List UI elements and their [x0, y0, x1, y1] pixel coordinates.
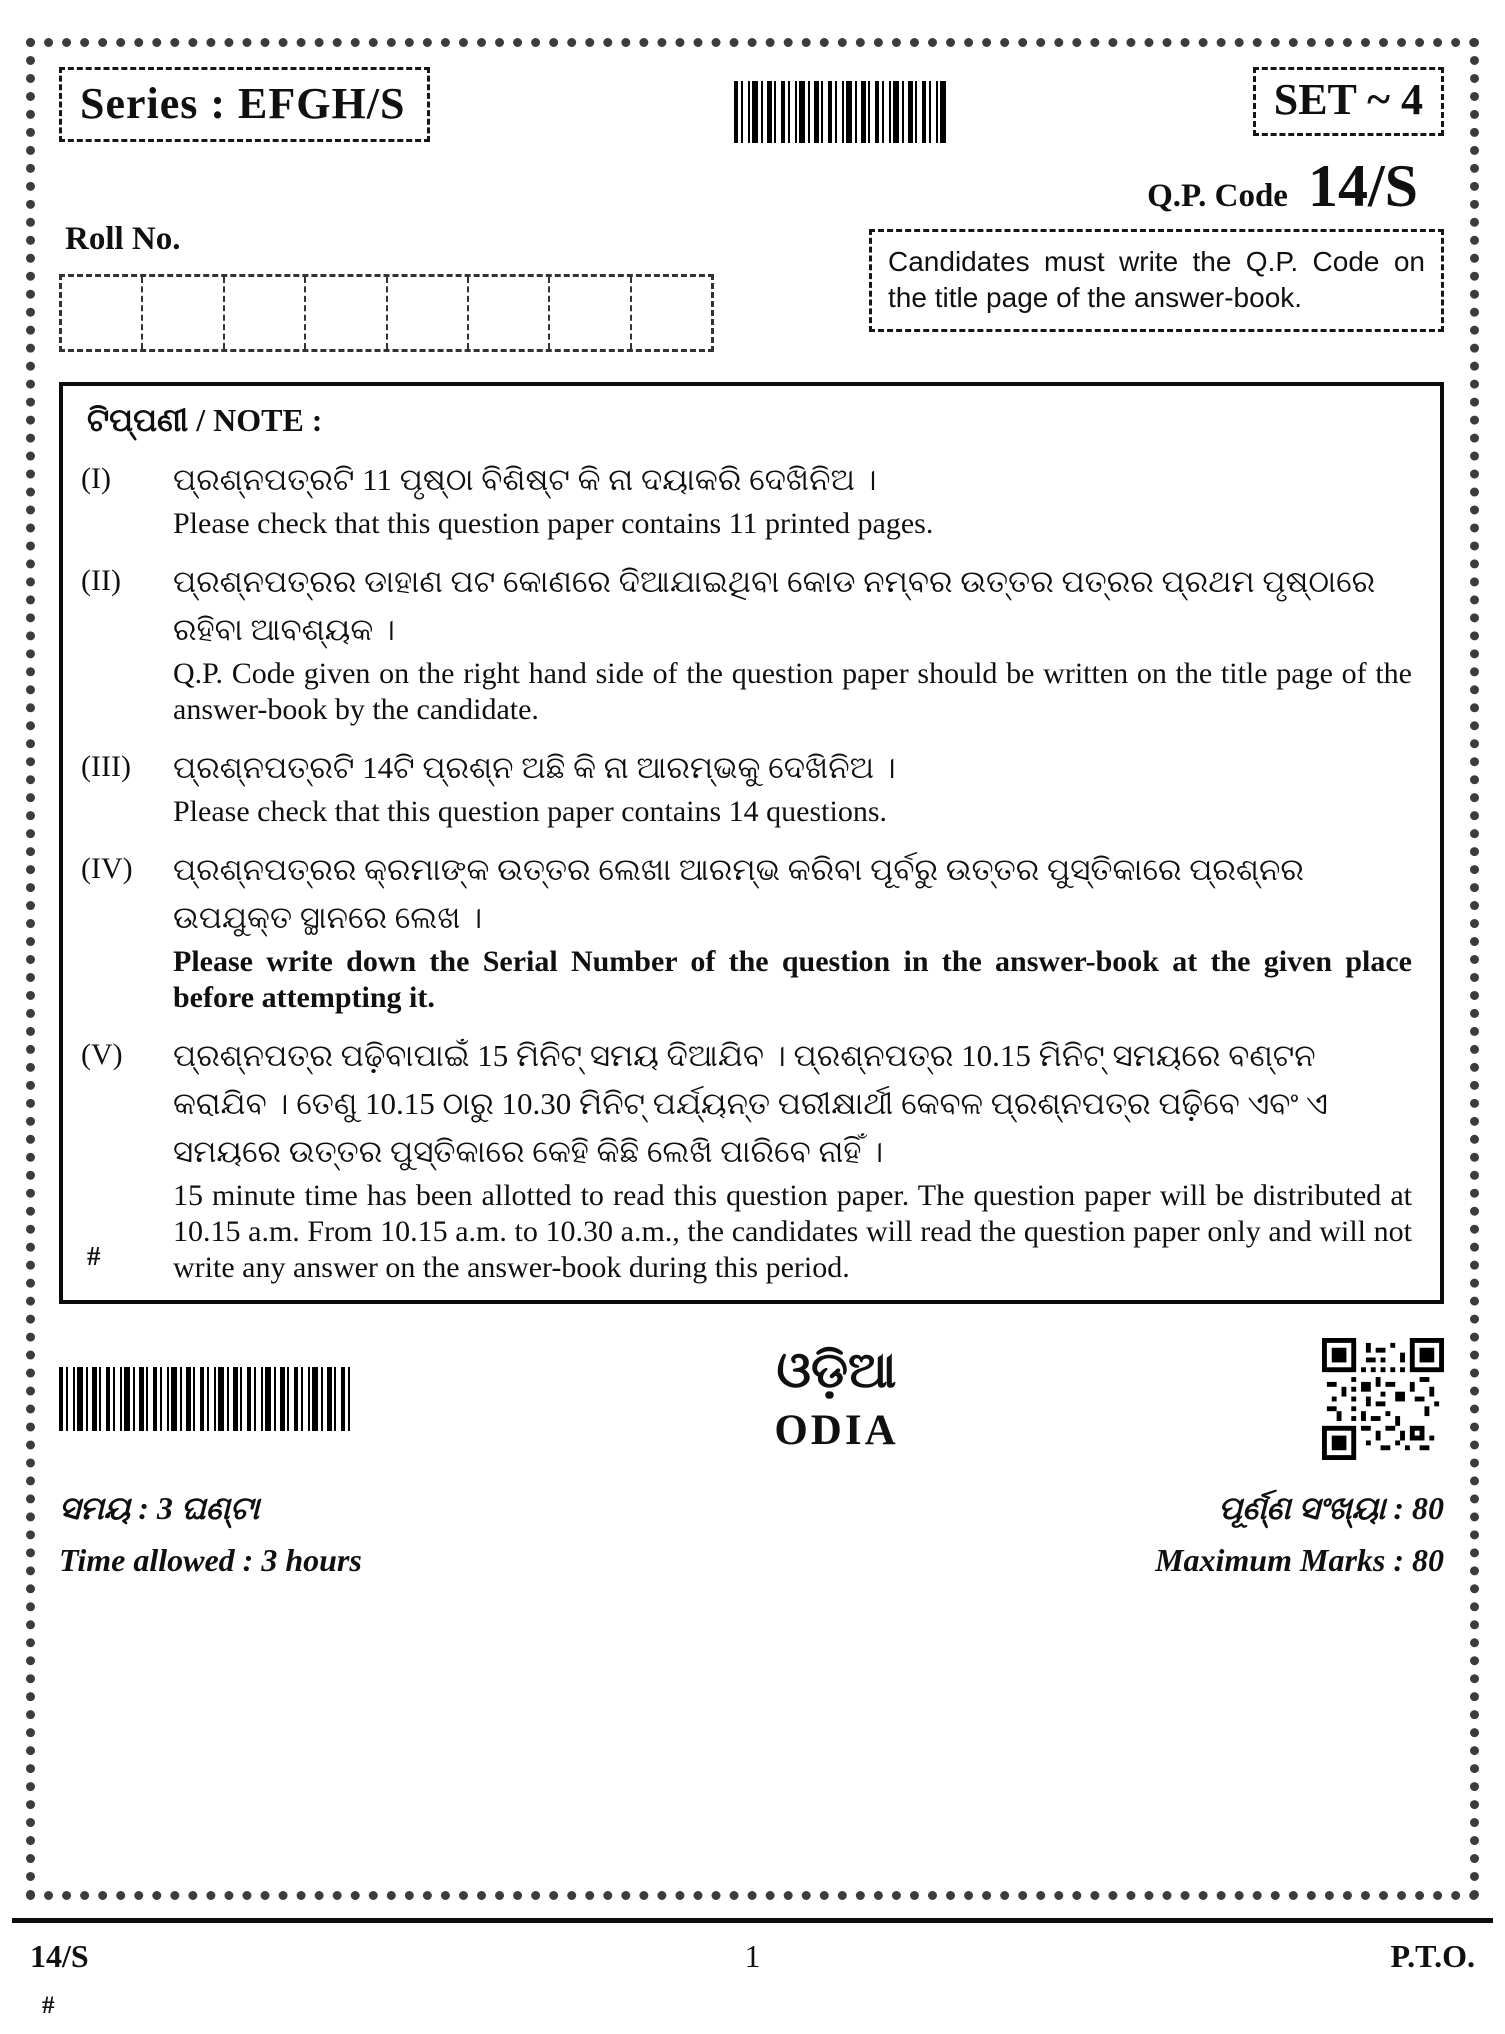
note-item-body	[173, 744, 1412, 830]
series-box: Series : EFGH/S	[59, 67, 430, 142]
note-item-english-text: Please check that this question paper contains 11 printed pages.	[173, 507, 934, 541]
note-item-body	[173, 846, 1412, 1016]
note-item-odia-text: ପ୍ରଶ୍ନପତ୍ରର ଡାହାଣ ପଟ କୋଣରେ ଦିଆଯାଇଥିବା କୋଡ ନମ୍ବର ଉତ୍ତର ପତ୍ରର ପ୍ରଥମ ପୃଷ୍ଠାରେ ରହିବା ଆବଶ୍ୟକ ।	[173, 564, 1376, 648]
note-item-number: (V)	[81, 1038, 123, 1072]
note-item	[81, 1032, 1412, 1286]
roll-no-cell	[469, 277, 550, 349]
header-row	[59, 67, 1444, 143]
note-item	[81, 456, 1412, 542]
note-box	[59, 382, 1444, 1304]
note-item-number: (I)	[81, 462, 111, 495]
qr-code-icon	[1322, 1338, 1444, 1460]
qp-code-label: Q.P. Code	[1147, 178, 1288, 214]
note-item-body	[173, 558, 1412, 728]
subject-title-english: ODIA	[774, 1407, 899, 1455]
roll-no-cell	[143, 277, 224, 349]
note-item	[81, 558, 1412, 728]
roll-no-cell	[62, 277, 143, 349]
roll-no-cells	[59, 274, 714, 352]
note-item-odia-text: ପ୍ରଶ୍ନପତ୍ରର କ୍ରମାଙ୍କ ଉତ୍ତର ଲେଖା ଆରମ୍ଭ କରିବା ପୂର୍ବରୁ ଉତ୍ତର ପୁସ୍ତିକାରେ ପ୍ରଶ୍ନର ଉପଯୁକ୍ତ ସ୍ଥାନରେ ଲେଖ ।	[173, 852, 1304, 936]
maximum-marks-english: Maximum Marks : 80	[1155, 1542, 1444, 1579]
time-allowed-odia: ସମୟ : 3 ଘଣ୍ଟା	[59, 1490, 260, 1527]
meta-row-odia	[59, 1490, 1444, 1528]
note-item	[81, 744, 1412, 830]
note-item-number: (IV)	[81, 852, 133, 886]
note-item-number: (II)	[81, 564, 121, 598]
footer-paper-code: 14/S	[30, 1938, 89, 1974]
footer-hash-mark: #	[42, 1992, 55, 2019]
footer-page-number: 1	[744, 1938, 761, 1974]
roll-and-note-row	[59, 219, 1444, 352]
note-item-english-text: Please check that this question paper contains 14 questions.	[173, 795, 888, 829]
roll-no-label: Roll No.	[65, 221, 181, 257]
roll-no-cell	[632, 277, 711, 349]
roll-no-cell	[550, 277, 631, 349]
subject-title-odia: ଓଡ଼ିଆ	[776, 1342, 897, 1399]
note-hash-mark: #	[87, 1241, 101, 1272]
footer-pto: P.T.O.	[1390, 1938, 1475, 1974]
note-item-odia-text: ପ୍ରଶ୍ନପତ୍ରଟି 14ଟି ପ୍ରଶ୍ନ ଅଛି କି ନା ଆରମ୍ଭକୁ ଦେଖିନିଅ ।	[173, 750, 896, 786]
decorative-chain-border	[26, 38, 1479, 1900]
roll-no-cell	[225, 277, 306, 349]
note-item-english-text: Please write down the Serial Number of the question in the answer-book at the given place before attempting it.	[173, 945, 1412, 1015]
roll-no-cell	[388, 277, 469, 349]
note-item-odia-text: ପ୍ରଶ୍ନପତ୍ରଟି 11 ପୃଷ୍ଠା ବିଶିଷ୍ଟ କି ନା ଦୟାକରି ଦେଖିନିଅ ।	[173, 462, 877, 497]
footer-divider	[12, 1918, 1493, 1923]
set-box: SET ~ 4	[1253, 67, 1444, 136]
qp-code-value: 14/S	[1307, 153, 1418, 219]
note-item-odia-text: ପ୍ରଶ୍ନପତ୍ର ପଢ଼ିବାପାଇଁ 15 ମିନିଟ୍ ସମୟ ଦିଆଯିବ । ପ୍ରଶ୍ନପତ୍ର 10.15 ମିନିଟ୍ ସମୟରେ ବଣ୍ଟନ କରାଯିବ । ତେଣୁ 10.15 ଠାରୁ 10.30 ମିନିଟ୍ ପର୍ଯ୍ୟନ୍ତ ପରୀକ୍ଷାର୍ଥୀ କେବଳ ପ୍ରଶ୍ନପତ୍ର ପଢ଼ିବେ ଏବଂ ଏ ସମୟରେ ଉତ୍ତର ପୁସ୍ତିକାରେ କେହି କିଛି ଲେଖି ପାରିବେ ନାହିଁ ।	[173, 1038, 1328, 1170]
note-item-body	[173, 456, 1412, 542]
roll-no-block	[59, 219, 714, 352]
qp-code-row	[59, 153, 1444, 219]
note-title: ଟିପ୍ପଣୀ / NOTE :	[87, 402, 323, 438]
maximum-marks-odia: ପୂର୍ଣ୍ଣ ସଂଖ୍ୟା : 80	[1218, 1490, 1444, 1527]
barcode-icon	[59, 1367, 351, 1431]
note-item	[81, 846, 1412, 1016]
note-item-body	[173, 1032, 1412, 1286]
note-item-number: (III)	[81, 750, 131, 784]
roll-no-cell	[306, 277, 387, 349]
meta-row-english	[59, 1542, 1444, 1579]
subject-strip	[59, 1338, 1444, 1460]
note-items	[81, 456, 1412, 1286]
note-item-english-text: 15 minute time has been allotted to read this question paper. The question paper will be distributed at 10.15 a.m. From 10.15 a.m. to 10.30 a.m., the candidates will read the question paper only and will not write any answer on the answer-book during this period.	[173, 1179, 1412, 1285]
time-allowed-english: Time allowed : 3 hours	[59, 1542, 362, 1579]
note-item-english-text: Q.P. Code given on the right hand side of the question paper should be written on the title page of the answer-book by the candidate.	[173, 657, 1412, 727]
barcode-icon	[734, 81, 949, 143]
footer	[30, 1938, 1475, 1975]
candidates-instruction-box: Candidates must write the Q.P. Code on the title page of the answer-book.	[869, 229, 1444, 332]
subject-titles	[351, 1343, 1322, 1455]
